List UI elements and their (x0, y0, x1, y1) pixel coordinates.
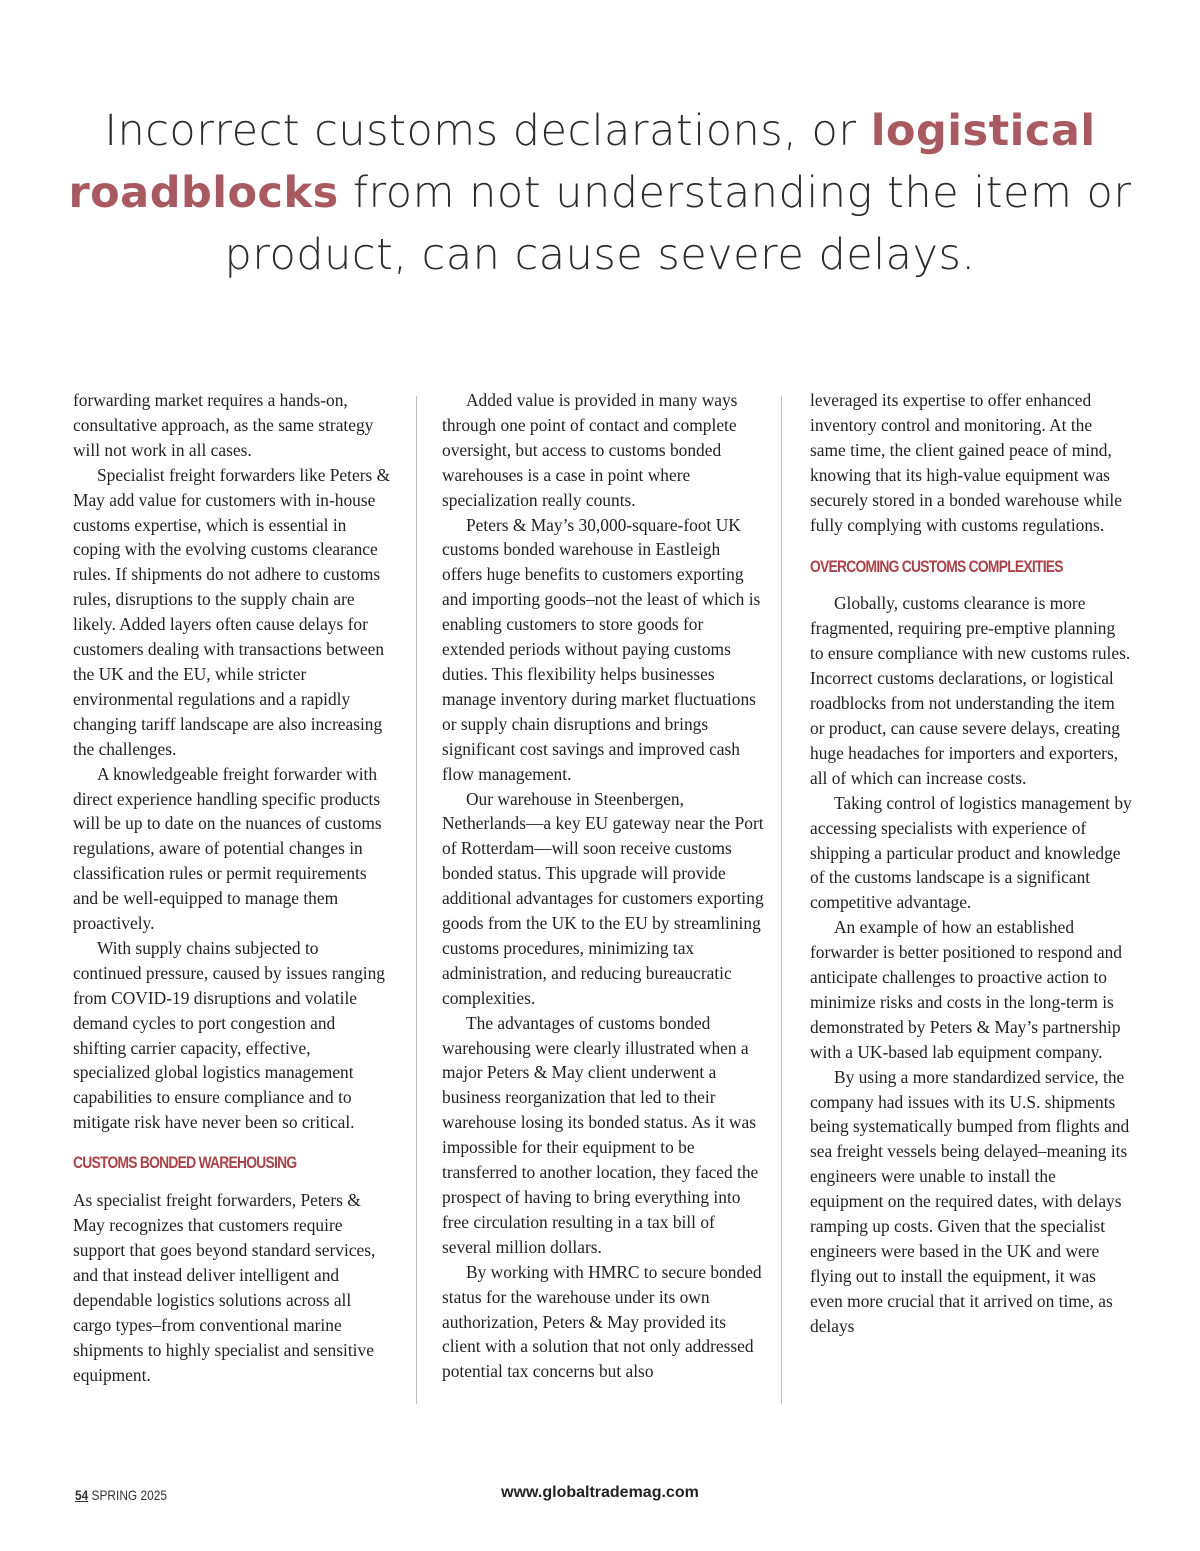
issue-label: SPRING 2025 (91, 1487, 167, 1503)
paragraph: The advantages of customs bonded warehousing were clearly illustrated when a major Peters & May client underwent a business reorganization that led to their warehouse losing its bonded status. As it was impossible for their equipment to be transferred to another location, they faced the prospect of having to bring everything into free circulation resulting in a tax bill of several million dollars. (442, 1012, 759, 1257)
paragraph: Taking control of logistics management by accessing specialists with experience of shipping a particular product and knowledge of the customs landscape is a significant competitive advantage. (810, 792, 1132, 913)
pull-quote-text-end: from not understanding the item or product, can cause severe delays. (224, 168, 1132, 280)
article-column-1 (73, 388, 391, 1387)
article-column-3 (810, 388, 1132, 1339)
column-divider (416, 396, 417, 1404)
paragraph: forwarding market requires a hands-on, consultative approach, as the same strategy will not work in all cases. (73, 390, 374, 460)
article-column-2 (442, 388, 764, 1384)
pull-quote-highlight: logistical roadblocks (68, 106, 1096, 218)
pull-quote (60, 100, 1140, 286)
section-heading: CUSTOMS BONDED WAREHOUSING (73, 1154, 297, 1173)
section-heading: OVERCOMING CUSTOMS COMPLEXITIES (810, 558, 1063, 577)
paragraph: Our warehouse in Steenbergen, Netherlands—a key EU gateway near the Port of Rotterdam—will soon receive customs bonded status. This upgrade will provide additional advantages for customers exporting goods from the UK to the EU by streamlining customs procedures, minimizing tax administration, and reducing bureaucratic complexities. (442, 788, 764, 1008)
paragraph: Peters & May’s 30,000-square-foot UK customs bonded warehouse in Eastleigh offers huge benefits to customers exporting and importing goods–not the least of which is enabling customers to store goods for extended periods without paying customs duties. This flexibility helps businesses manage inventory during market fluctuations or supply chain disruptions and brings significant cost savings and improved cash flow management. (442, 514, 761, 784)
page-number: 54 (75, 1487, 89, 1503)
pull-quote-text: Incorrect customs declarations, or (104, 106, 871, 156)
paragraph: By working with HMRC to secure bonded status for the warehouse under its own authorization, Peters & May provided its client with a solution that not only addressed potential tax concerns but also (442, 1261, 762, 1382)
paragraph: leveraged its expertise to offer enhanced inventory control and monitoring. At the same time, the client gained peace of mind, knowing that its high-value equipment was securely stored in a bonded warehouse while fully complying with customs regulations. (810, 390, 1122, 535)
paragraph: Globally, customs clearance is more fragmented, requiring pre-emptive planning to ensure compliance with new customs rules. Incorrect customs declarations, or logistical roadblocks from not understanding the item or product, can cause severe delays, creating huge headaches for importers and exporters, all of which can increase costs. (810, 593, 1131, 788)
paragraph: Added value is provided in many ways through one point of contact and complete oversight, but access to customs bonded warehouses is a case in point where specialization really counts. (442, 390, 738, 510)
paragraph: As specialist freight forwarders, Peters & May recognizes that customers require support that goes beyond standard services, and that instead deliver intelligent and dependable logistics solutions across all cargo types–from conventional marine shipments to highly specialist and sensitive equipment. (73, 1190, 376, 1385)
paragraph: An example of how an established forwarder is better positioned to respond and anticipate challenges to proactive action to minimize risks and costs in the long-term is demonstrated by Peters & May’s partnership with a UK-based lab equipment company. (810, 917, 1122, 1062)
paragraph: Specialist freight forwarders like Peters & May add value for customers with in-house customs expertise, which is essential in coping with the evolving customs clearance rules. If shipments do not adhere to customs rules, disruptions to the supply chain are likely. Added layers often cause delays for customers dealing with transactions between the UK and the EU, while stricter environmental regulations and a rapidly changing tariff landscape are also increasing the challenges. (73, 464, 391, 759)
column-divider (781, 396, 782, 1404)
paragraph: By using a more standardized service, the company had issues with its U.S. shipments being systematically bumped from flights and sea freight vessels being delayed–meaning its engineers were unable to install the equipment on the required dates, with delays ramping up costs. Given that the specialist engineers were based in the UK and were flying out to install the equipment, it was even more crucial that it arrived on time, as delays (810, 1066, 1130, 1336)
paragraph: A knowledgeable freight forwarder with direct experience handling specific products will be up to date on the nuances of customs regulations, aware of potential changes in classification rules or permit requirements and be well-equipped to manage them proactively. (73, 763, 382, 934)
paragraph: With supply chains subjected to continued pressure, caused by issues ranging from COVID-19 disruptions and volatile demand cycles to port congestion and shifting carrier capacity, effective, specialized global logistics management capabilities to ensure compliance and to mitigate risk have never been so critical. (73, 937, 385, 1133)
website-url[interactable]: www.globaltrademag.com (501, 1484, 699, 1501)
